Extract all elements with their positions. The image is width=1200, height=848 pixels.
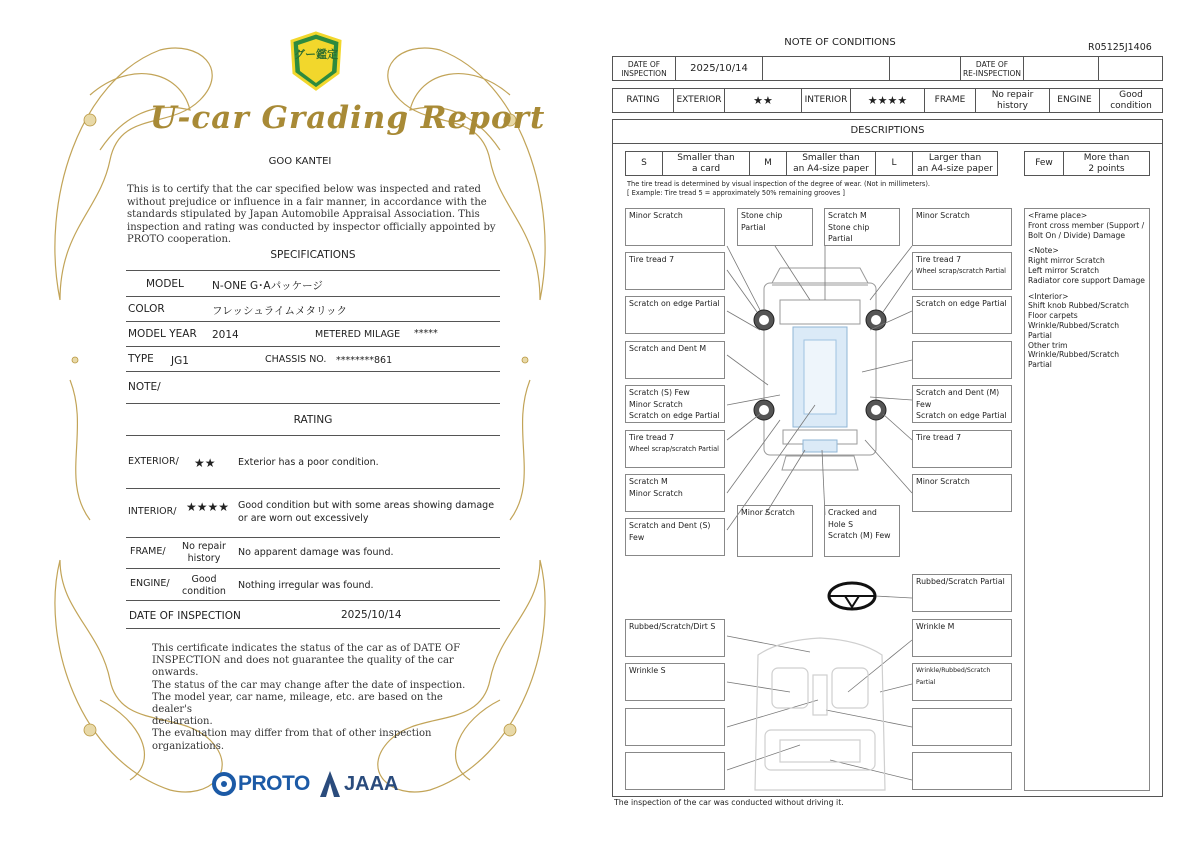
disclaimer-line: The model year, car name, mileage, etc. are based on the dealer's (152, 691, 443, 716)
divider (126, 628, 500, 629)
type-label: TYPE (128, 353, 154, 365)
condition-text: Scratch M (828, 211, 867, 220)
exterior-stars: ★★ (194, 456, 216, 470)
mileage-value: ***** (414, 328, 438, 339)
inspection-date-value: 2025/10/14 (675, 56, 763, 81)
condition-box-right-5 (912, 385, 1012, 423)
model-label: MODEL (146, 278, 184, 290)
color-label: COLOR (128, 303, 165, 315)
condition-text: Scratch on edge Partial (629, 411, 720, 420)
note-line: Bolt On / Divide) Damage (1028, 230, 1126, 240)
legend-m: M (749, 151, 787, 176)
engine-value-line1: Good (191, 574, 217, 585)
condition-text: Wrinkle M (916, 622, 955, 631)
condition-text: Tire tread 7 (629, 255, 675, 264)
condition-box-left-4 (625, 341, 725, 379)
divider (126, 403, 500, 404)
condition-text: Minor Scratch (629, 211, 683, 220)
interior-label: INTERIOR (801, 88, 851, 113)
condition-text: Scratch on edge Partial (629, 299, 720, 308)
condition-text: Rubbed/Scratch Partial (916, 577, 1005, 586)
note-line: Wrinkle/Rubbed/Scratch (1028, 350, 1120, 360)
type-value: JG1 (171, 355, 189, 367)
frame-value-line1: No repair (182, 541, 226, 552)
condition-box-interior-5 (912, 663, 1012, 701)
condition-box-left-5 (625, 385, 725, 423)
note-label: NOTE/ (128, 381, 161, 393)
proto-logo (212, 770, 310, 798)
divider (126, 537, 500, 538)
bottom-note: The inspection of the car was conducted without driving it. (614, 798, 844, 807)
note-line: Partial (1028, 330, 1052, 340)
divider (126, 488, 500, 489)
condition-box-left-7 (625, 474, 725, 512)
condition-box-right-2 (912, 252, 1012, 290)
condition-text: Wheel scrap/scratch Partial (629, 444, 719, 453)
condition-box-bottom-1 (737, 505, 813, 557)
disclaimer-line: The status of the car may change after the date of inspection. (152, 679, 466, 691)
condition-text: Stone chip Partial (741, 211, 783, 232)
condition-box-left-1 (625, 208, 725, 246)
condition-box-left-2 (625, 252, 725, 290)
condition-text: Tire tread 7 (916, 255, 962, 264)
legend-l: L (875, 151, 913, 176)
divider (126, 435, 500, 436)
interior-description-line1: Good condition but with some areas showing damage (238, 500, 495, 511)
inspection-date-label: DATE OF INSPECTION (129, 610, 241, 622)
condition-text: Cracked and Hole S (828, 508, 877, 529)
condition-box-right-3 (912, 296, 1012, 334)
legend-line: Larger than (928, 152, 982, 163)
proto-logo-icon (212, 772, 236, 796)
divider (126, 296, 500, 297)
engine-label: ENGINE/ (130, 578, 170, 589)
condition-text: Tire tread 7 (916, 433, 962, 442)
mileage-label: METERED MILAGE (315, 329, 401, 340)
interior-description-line2: or are worn out excessively (238, 513, 369, 524)
note-line: <Note> (1028, 246, 1059, 256)
inspection-date-value: 2025/10/14 (341, 609, 402, 621)
legend-line: Smaller than (802, 152, 860, 163)
note-line: Left mirror Scratch (1028, 265, 1100, 275)
proto-logo-text: PROTO (238, 772, 310, 795)
disclaimer-line: declaration. (152, 716, 213, 728)
condition-text: Minor Scratch (741, 508, 795, 517)
legend-line: an A4-size paper (917, 163, 993, 174)
value-line: Good (1119, 89, 1143, 100)
legend-line: More than (1083, 152, 1130, 163)
legend-s: S (625, 151, 663, 176)
note-line: <Interior> (1028, 291, 1069, 301)
divider (126, 346, 500, 347)
condition-box-interior-2 (625, 619, 725, 657)
badge-text: グー鑑定 (294, 48, 338, 61)
color-value: フレッシュライムメタリック (212, 305, 348, 317)
condition-text: Wheel scrap/scratch Partial (916, 266, 1006, 275)
model-year-value: 2014 (212, 329, 239, 341)
value-line: condition (1110, 100, 1152, 111)
value-line: No repair (991, 89, 1034, 100)
header-line: DATE OF (975, 59, 1009, 69)
frame-description: No apparent damage was found. (238, 547, 394, 558)
chassis-label: CHASSIS NO. (265, 354, 327, 365)
tire-note-line1: The tire tread is determined by visual inspection of the degree of wear. (Not in millimeters). (627, 180, 931, 188)
jaaa-logo (320, 770, 398, 798)
note-of-conditions-sheet (600, 0, 1200, 848)
condition-box-right-4 (912, 341, 1012, 379)
report-subtitle: GOO KANTEI (268, 156, 332, 167)
condition-box-right-1 (912, 208, 1012, 246)
tire-note-line2: [ Example: Tire tread 5 = approximately 50% remaining grooves ] (627, 189, 845, 197)
exterior-label: EXTERIOR (673, 88, 725, 113)
note-line: <Frame place> (1028, 211, 1088, 220)
chassis-value: ********861 (336, 355, 393, 366)
jaaa-logo-icon (320, 771, 340, 797)
interior-stars: ★★★★ (186, 500, 230, 514)
legend-line: an A4-size paper (793, 163, 869, 174)
note-line: Radiator core support Damage (1028, 275, 1145, 285)
specifications-heading: SPECIFICATIONS (270, 249, 356, 261)
divider (126, 371, 500, 372)
condition-box-right-6 (912, 430, 1012, 468)
engine-label: ENGINE (1049, 88, 1100, 113)
condition-box-left-3 (625, 296, 725, 334)
note-line: Other trim (1028, 340, 1068, 350)
certification-statement: This is to certify that the car specified below was inspected and rated without prejudice or influence in a fair manner, in accordance with the standards stipulated by Japan Automobile Appraisal Association. This inspection and rating was conducted by inspector officially appointed by PROTO cooperation. (127, 184, 496, 245)
note-line: Floor carpets (1028, 311, 1078, 321)
condition-text: Rubbed/Scratch/Dirt S (629, 622, 716, 631)
condition-text: Scratch on edge Partial (916, 411, 1007, 420)
divider (126, 270, 500, 271)
condition-text: Scratch (M) Few (828, 531, 891, 540)
condition-box-empty (625, 708, 725, 746)
report-title: U-car Grading Report (150, 100, 546, 136)
frame-label: FRAME (924, 88, 976, 113)
rating-label: RATING (612, 88, 674, 113)
jaaa-logo-text: JAAA (344, 772, 399, 795)
condition-box-interior-3 (912, 619, 1012, 657)
condition-box-interior-1 (912, 574, 1012, 612)
note-line: Partial (1028, 360, 1052, 370)
frame-label: FRAME/ (130, 546, 166, 557)
descriptions-heading: DESCRIPTIONS (850, 125, 925, 136)
condition-text: Scratch on edge Partial (916, 299, 1007, 308)
condition-text: Scratch and Dent M (629, 344, 707, 353)
steering-wheel-icon (829, 583, 875, 609)
condition-text: Scratch and Dent (M) Few (916, 388, 1000, 409)
condition-box-interior-4 (625, 663, 725, 701)
condition-text: Minor Scratch (916, 211, 970, 220)
condition-box-top-2 (824, 208, 900, 246)
interior-seat-diagram (755, 638, 885, 790)
rating-heading: RATING (293, 414, 333, 426)
divider (126, 321, 500, 322)
legend-line: a card (691, 163, 721, 174)
value-line: history (997, 100, 1028, 111)
condition-box-left-8 (625, 518, 725, 556)
goo-kantei-badge (290, 31, 342, 91)
condition-box-bottom-2 (824, 505, 900, 557)
reference-number: R05125J1406 (1088, 42, 1152, 53)
engine-description: Nothing irregular was found. (238, 580, 374, 591)
condition-box-right-7 (912, 474, 1012, 512)
header-line: INSPECTION (621, 68, 667, 78)
interior-label: INTERIOR/ (128, 506, 177, 517)
frame-value-line2: history (187, 553, 221, 564)
sheet-title: NOTE OF CONDITIONS (784, 37, 896, 48)
engine-value-line2: condition (182, 586, 226, 597)
condition-text: Scratch (S) Few (629, 388, 690, 397)
condition-box-empty (912, 752, 1012, 790)
model-year-label: MODEL YEAR (128, 328, 197, 340)
disclaimer-line: The evaluation may differ from that of other inspection organizations. (152, 728, 432, 752)
model-value: N-ONE G･Aパッケージ (212, 280, 323, 292)
condition-box-empty (912, 708, 1012, 746)
header-line: RE-INSPECTION (962, 68, 1022, 78)
legend-line: Smaller than (677, 152, 735, 163)
condition-text: Stone chip Partial (828, 222, 870, 243)
condition-text: Wrinkle S (629, 666, 666, 675)
exterior-description: Exterior has a poor condition. (238, 457, 379, 468)
condition-text: Minor Scratch (629, 488, 683, 498)
note-line: Wrinkle/Rubbed/Scratch (1028, 320, 1120, 330)
condition-text: Minor Scratch (629, 399, 683, 409)
exterior-label: EXTERIOR/ (128, 456, 179, 467)
notes-panel (1024, 208, 1150, 791)
condition-box-empty (625, 752, 725, 790)
divider (126, 600, 500, 601)
disclaimer-line: INSPECTION and does not guarantee the quality of the car onwards. (152, 655, 454, 679)
note-line: Front cross member (Support / (1028, 220, 1145, 230)
note-line: Right mirror Scratch (1028, 256, 1105, 266)
divider (126, 568, 500, 569)
condition-box-left-6 (625, 430, 725, 468)
disclaimer-line: This certificate indicates the status of the car as of DATE OF (152, 643, 461, 654)
exterior-stars: ★★ (724, 88, 802, 113)
condition-text: Scratch and Dent (S) Few (629, 521, 711, 542)
legend-few: Few (1024, 151, 1064, 176)
condition-text: Minor Scratch (916, 477, 970, 486)
note-line: Shift knob Rubbed/Scratch (1028, 301, 1129, 311)
header-line: DATE OF (627, 59, 661, 69)
condition-text: Tire tread 7 (629, 433, 675, 442)
condition-box-top-1 (737, 208, 813, 246)
condition-text: Wrinkle/Rubbed/Scratch Partial (916, 667, 991, 686)
interior-stars: ★★★★ (850, 88, 925, 113)
condition-text: Scratch M (629, 477, 668, 486)
certificate-disclaimer (152, 643, 482, 753)
legend-line: 2 points (1088, 163, 1125, 174)
